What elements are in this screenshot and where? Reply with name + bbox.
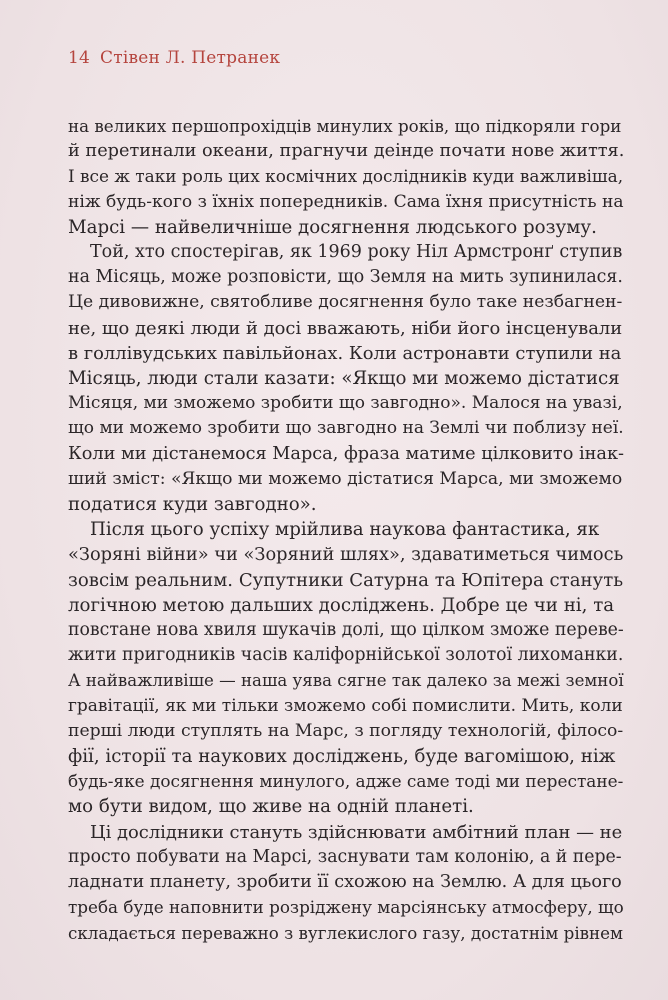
text-line: перші люди ступлять на Марс, з погляду технологій, філосо-	[68, 720, 624, 741]
text-line: Той, хто спостерігав, як 1969 року Ніл Армстронґ ступив	[90, 242, 623, 263]
text-line: логічною метою дальших досліджень. Добре це чи ні, та	[68, 594, 615, 616]
page-number: 14	[68, 48, 91, 68]
text-line: Це дивовижне, святобливе досягнення було таке незбагнен-	[68, 292, 623, 313]
text-line: складається переважно з вуглекислого газу, достатнім рівнем	[68, 922, 624, 943]
text-line: І все ж таки роль цих космічних дослідників куди важливіша,	[68, 166, 624, 187]
body-text	[68, 114, 624, 946]
text-line: фії, історії та наукових досліджень, буде вагомішою, ніж	[68, 746, 616, 768]
text-line: Після цього успіху мрійлива наукова фантастика, як	[90, 519, 600, 541]
running-header	[68, 48, 280, 68]
text-line: просто побувати на Марсі, заснувати там колонію, а й пере-	[68, 846, 622, 867]
text-line: в голлівудських павільйонах. Коли астронавти ступили на	[68, 342, 622, 364]
text-line: що ми можемо зробити що завгодно на Землі чи поблизу неї.	[68, 418, 624, 439]
text-line: повстане нова хвиля шукачів долі, що цілком зможе переве-	[68, 620, 624, 641]
text-line: й перетинали океани, прагнучи деінде почати нове життя.	[68, 141, 624, 162]
text-line: Місяця, ми зможемо зробити що завгодно». Малося на увазі,	[68, 393, 623, 414]
text-line: Коли ми дістанемося Марса, фраза матиме цілковито інак-	[68, 443, 624, 464]
text-line: «Зоряні війни» чи «Зоряний шлях», здаватиметься чимось	[68, 544, 624, 566]
text-line: не, що деякі люди й досі вважають, ніби його інсценували	[68, 317, 623, 339]
text-line: жити пригодників часів каліфорнійської золотої лихоманки.	[68, 645, 624, 666]
text-line: мо бути видом, що живе на одній планеті.	[68, 796, 474, 818]
text-line: Місяць, люди стали казати: «Якщо ми можемо дістатися	[68, 368, 620, 390]
text-line: ніж будь-кого з їхніх попередників. Сама їхня присутність на	[68, 191, 624, 212]
text-line: ший зміст: «Якщо ми можемо дістатися Марса, ми зможемо	[68, 468, 623, 489]
text-line: на Місяць, може розповісти, що Земля на мить зупинилася.	[68, 267, 623, 288]
text-line: на великих першопрохідців минулих років, що підкоряли гори	[68, 116, 622, 136]
text-line: будь-яке досягнення минулого, адже саме тоді ми перестане-	[68, 771, 624, 792]
text-line: Марсі — найвеличніше досягнення людського розуму.	[68, 216, 597, 238]
text-line: А найважливіше — наша уява сягне так далеко за межі земної	[68, 671, 624, 691]
text-line: зовсім реальним. Супутники Сатурна та Юпітера стануть	[68, 569, 624, 591]
text-line: треба буде наповнити розріджену марсіянську атмосферу, що	[68, 897, 624, 918]
running-header-author: Стівен Л. Петранек	[100, 48, 281, 68]
text-line: ладнати планету, зробити її схожою на Землю. А для цього	[68, 872, 622, 893]
text-line: податися куди завгодно».	[68, 494, 317, 516]
text-line: гравітації, як ми тільки зможемо собі помислити. Мить, коли	[68, 695, 623, 716]
text-line: Ці дослідники стануть здійснювати амбітний план — не	[90, 821, 623, 843]
